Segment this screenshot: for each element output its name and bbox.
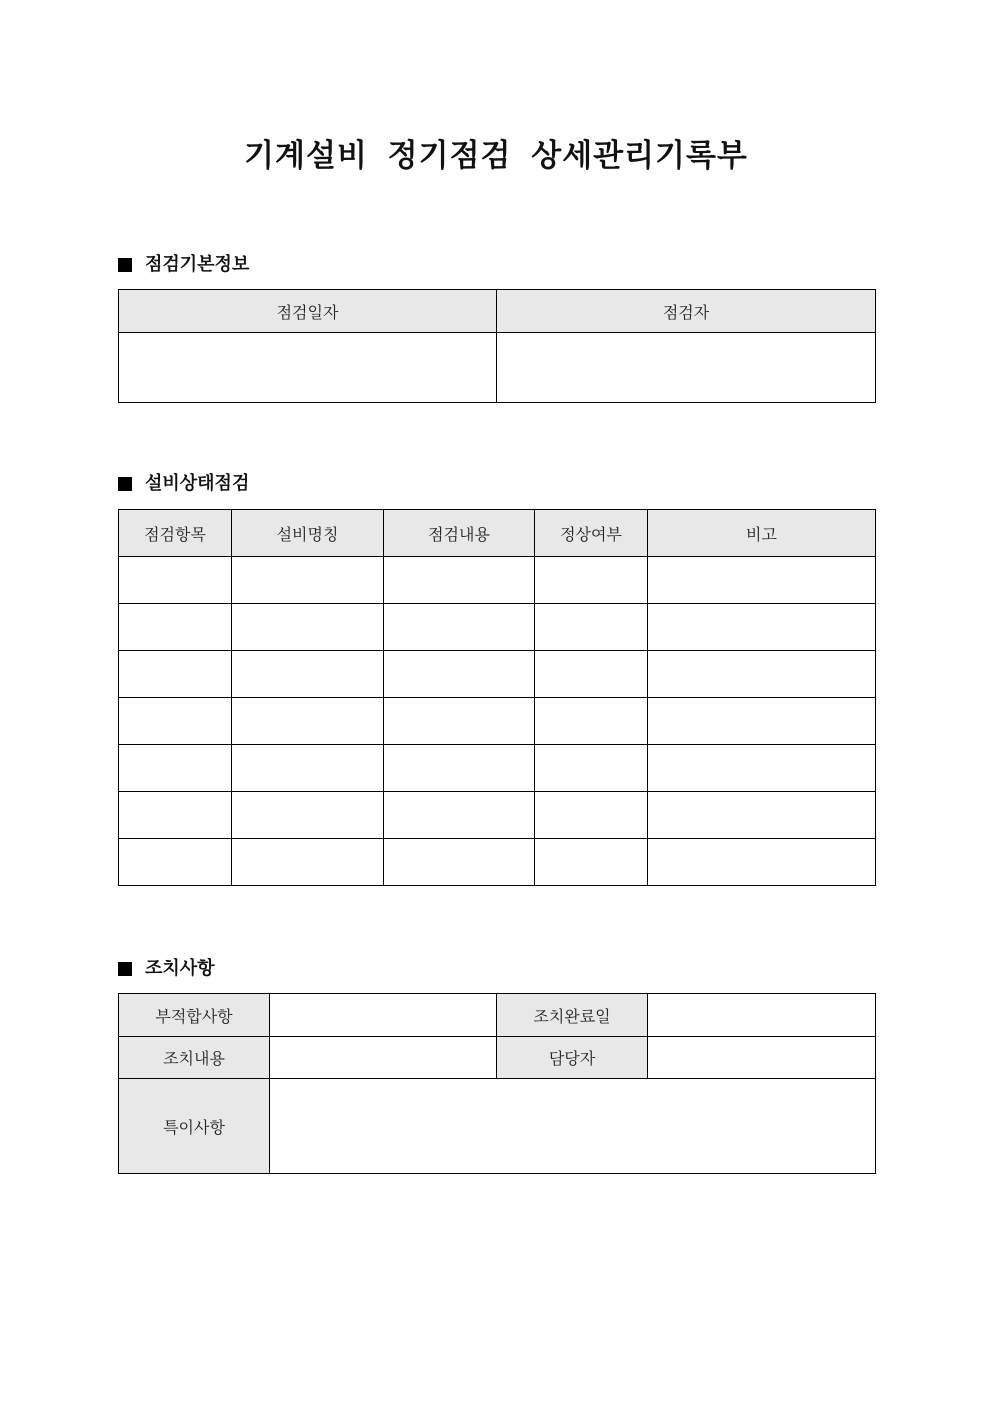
action-detail-field[interactable] — [270, 1037, 497, 1079]
table-cell[interactable] — [384, 698, 535, 745]
table-cell[interactable] — [535, 698, 648, 745]
table-row — [119, 792, 876, 839]
header-normal-status: 정상여부 — [535, 510, 648, 557]
section-heading-label: 조치사항 — [145, 958, 215, 979]
section-heading-actions — [118, 957, 215, 981]
nonconformity-field[interactable] — [270, 994, 497, 1037]
table-cell[interactable] — [119, 839, 232, 886]
inspector-field[interactable] — [497, 333, 876, 403]
square-bullet-icon — [118, 962, 132, 976]
table-cell[interactable] — [648, 698, 876, 745]
equipment-check-table — [118, 509, 876, 886]
header-check-content: 점검내용 — [384, 510, 535, 557]
table-cell[interactable] — [232, 651, 384, 698]
header-inspection-date: 점검일자 — [119, 290, 497, 333]
manager-field[interactable] — [648, 1037, 876, 1079]
table-cell[interactable] — [648, 839, 876, 886]
section-heading-basic-info — [118, 253, 249, 277]
section-heading-label: 설비상태점검 — [145, 473, 250, 494]
table-cell[interactable] — [648, 745, 876, 792]
table-cell[interactable] — [384, 557, 535, 604]
label-nonconformity: 부적합사항 — [119, 994, 270, 1037]
label-manager: 담당자 — [497, 1037, 648, 1079]
table-cell[interactable] — [648, 651, 876, 698]
table-cell[interactable] — [232, 745, 384, 792]
table-cell[interactable] — [232, 698, 384, 745]
table-cell[interactable] — [384, 604, 535, 651]
header-equipment-name: 설비명칭 — [232, 510, 384, 557]
table-cell[interactable] — [535, 557, 648, 604]
table-cell[interactable] — [535, 839, 648, 886]
table-cell[interactable] — [119, 604, 232, 651]
header-check-item: 점검항목 — [119, 510, 232, 557]
completion-date-field[interactable] — [648, 994, 876, 1037]
remarks-field[interactable] — [270, 1079, 876, 1174]
table-cell[interactable] — [384, 839, 535, 886]
actions-table — [118, 993, 876, 1174]
section-heading-label: 점검기본정보 — [145, 254, 250, 275]
table-cell[interactable] — [119, 745, 232, 792]
header-remarks: 비고 — [648, 510, 876, 557]
table-cell[interactable] — [648, 792, 876, 839]
table-cell[interactable] — [232, 557, 384, 604]
table-cell[interactable] — [232, 792, 384, 839]
inspection-date-field[interactable] — [119, 333, 497, 403]
table-cell[interactable] — [535, 745, 648, 792]
document-title: 기계설비 정기점검 상세관리기록부 — [244, 138, 748, 174]
table-cell[interactable] — [384, 745, 535, 792]
table-cell[interactable] — [535, 604, 648, 651]
label-action-detail: 조치내용 — [119, 1037, 270, 1079]
table-cell[interactable] — [119, 698, 232, 745]
table-cell[interactable] — [119, 557, 232, 604]
table-row — [119, 839, 876, 886]
table-cell[interactable] — [648, 557, 876, 604]
label-remarks: 특이사항 — [119, 1079, 270, 1174]
table-row — [119, 557, 876, 604]
basic-info-table — [118, 289, 876, 403]
square-bullet-icon — [118, 477, 132, 491]
table-cell[interactable] — [119, 651, 232, 698]
table-row — [119, 604, 876, 651]
table-cell[interactable] — [384, 651, 535, 698]
table-row — [119, 698, 876, 745]
table-cell[interactable] — [384, 792, 535, 839]
square-bullet-icon — [118, 258, 132, 272]
table-row — [119, 651, 876, 698]
table-cell[interactable] — [232, 604, 384, 651]
table-row — [119, 745, 876, 792]
header-inspector: 점검자 — [497, 290, 876, 333]
table-cell[interactable] — [535, 792, 648, 839]
table-cell[interactable] — [648, 604, 876, 651]
label-completion-date: 조치완료일 — [497, 994, 648, 1037]
table-cell[interactable] — [232, 839, 384, 886]
table-cell[interactable] — [535, 651, 648, 698]
section-heading-equipment-check — [118, 472, 249, 496]
table-cell[interactable] — [119, 792, 232, 839]
